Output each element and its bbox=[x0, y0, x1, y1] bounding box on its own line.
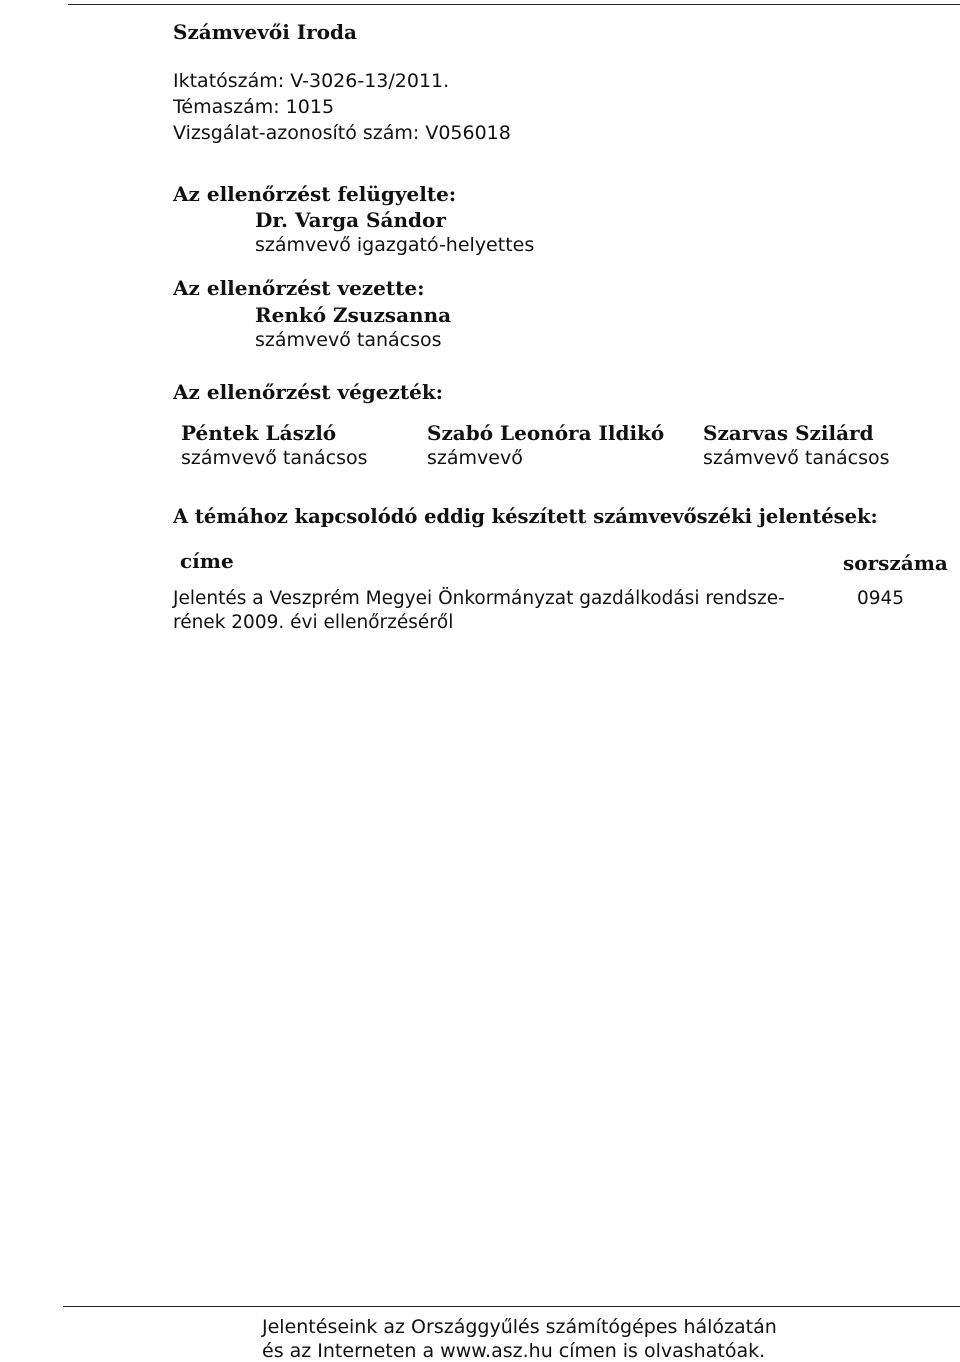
column-title: címe bbox=[180, 549, 234, 573]
footer-rule bbox=[63, 1306, 960, 1307]
auditor-role: számvevő bbox=[427, 447, 523, 469]
report-title-line2: rének 2009. évi ellenőrzéséről bbox=[173, 612, 454, 633]
performed-label: Az ellenőrzést végezték: bbox=[173, 380, 444, 404]
leader-name: Renkó Zsuzsanna bbox=[255, 303, 452, 327]
auditor-name: Szarvas Szilárd bbox=[703, 421, 874, 445]
office-title: Számvevői Iroda bbox=[173, 20, 357, 44]
auditor-name: Péntek László bbox=[181, 421, 337, 445]
report-title-line1: Jelentés a Veszprém Megyei Önkormányzat gazdálkodási rendsze- bbox=[173, 588, 785, 609]
supervisor-role: számvevő igazgató-helyettes bbox=[255, 234, 535, 256]
column-number: sorszáma bbox=[843, 551, 948, 575]
top-rule bbox=[68, 4, 960, 5]
reports-heading: A témához kapcsolódó eddig készített számvevőszéki jelentések: bbox=[173, 505, 878, 528]
supervised-label: Az ellenőrzést felügyelte: bbox=[173, 182, 457, 206]
footer-line2: és az Interneten a www.asz.hu címen is olvashatóak. bbox=[262, 1340, 766, 1362]
auditor-role: számvevő tanácsos bbox=[181, 447, 368, 469]
topic-number: Témaszám: 1015 bbox=[173, 96, 335, 118]
audit-id: Vizsgálat-azonosító szám: V056018 bbox=[173, 122, 511, 144]
footer-line1: Jelentéseink az Országgyűlés számítógépes hálózatán bbox=[262, 1316, 777, 1338]
supervisor-name: Dr. Varga Sándor bbox=[255, 208, 446, 232]
filing-number: Iktatószám: V-3026-13/2011. bbox=[173, 70, 450, 92]
auditor-role: számvevő tanácsos bbox=[703, 447, 890, 469]
led-label: Az ellenőrzést vezette: bbox=[173, 276, 425, 300]
report-number: 0945 bbox=[857, 588, 905, 609]
auditor-name: Szabó Leonóra Ildikó bbox=[427, 421, 665, 445]
leader-role: számvevő tanácsos bbox=[255, 329, 442, 351]
